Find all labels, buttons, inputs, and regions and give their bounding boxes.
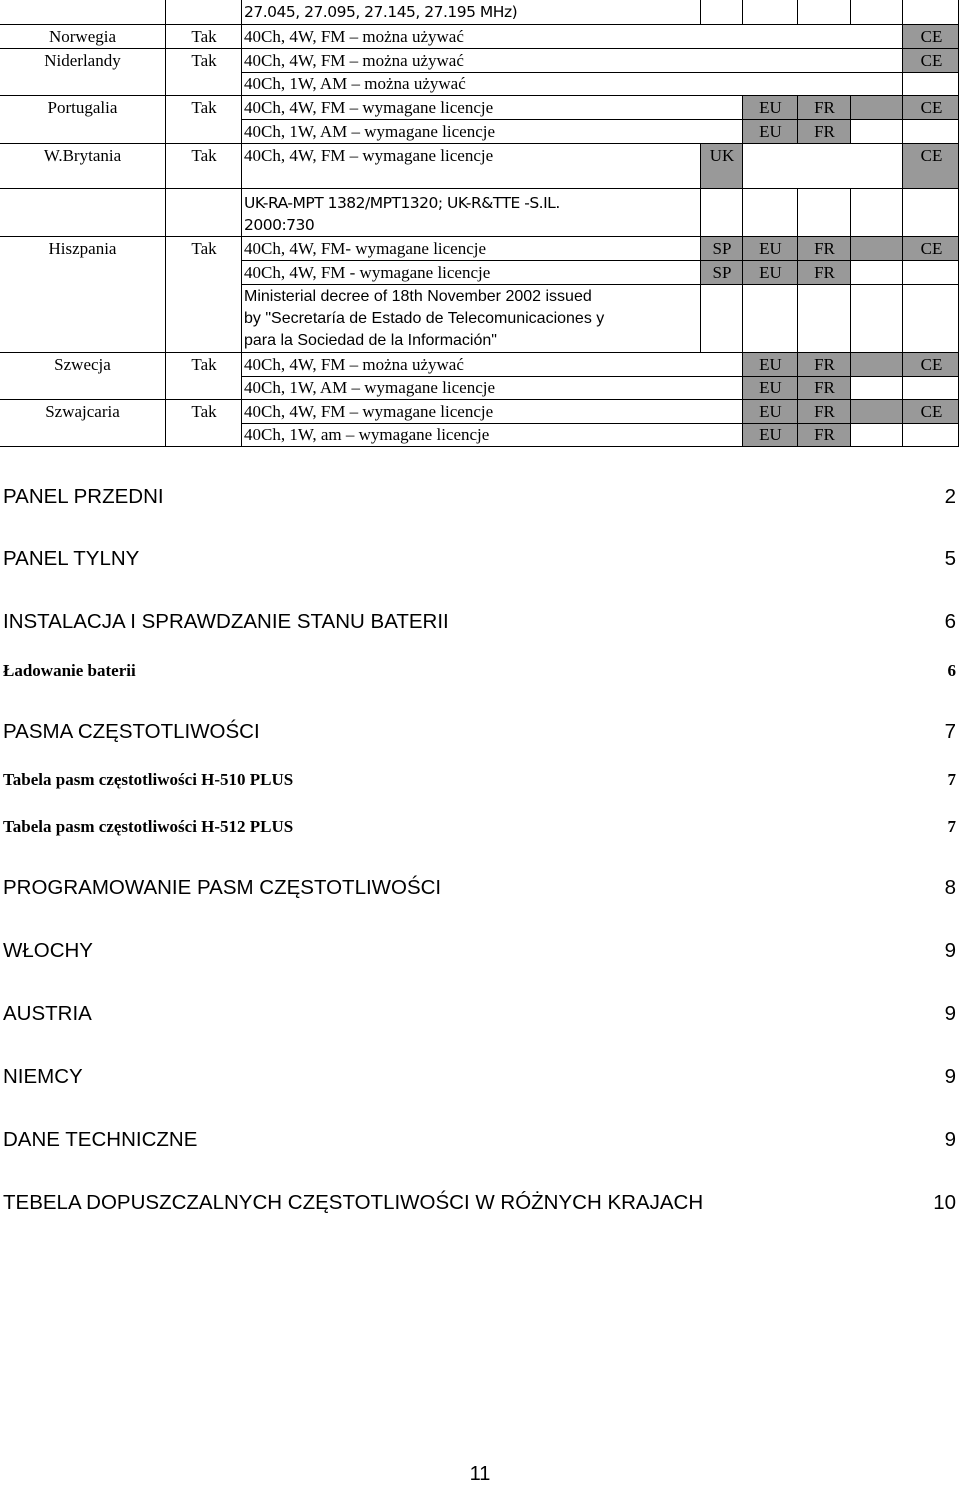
toc-entry-label: PROGRAMOWANIE PASM CZĘSTOTLIWOŚCI (3, 876, 442, 899)
allowed-cell: Tak (191, 239, 217, 258)
decree-line: para la Sociedad de la Información" (244, 332, 497, 349)
eu-mark: EU (759, 355, 782, 374)
table-row (0, 73, 960, 96)
table-row (0, 377, 960, 400)
table-row (0, 189, 960, 237)
toc-subentry[interactable] (3, 660, 956, 682)
table-row (0, 25, 960, 49)
spec-cell: 40Ch, 4W, FM – można używać (244, 355, 464, 374)
toc-entry[interactable] (3, 546, 956, 572)
eu-mark: EU (759, 263, 782, 282)
toc-entry-page: 8 (944, 876, 956, 899)
toc-entry-page: 9 (944, 1002, 956, 1025)
allowed-cell: Tak (191, 51, 217, 70)
toc-entry[interactable] (3, 875, 956, 901)
table-row (0, 285, 960, 353)
spec-cell: 40Ch, 4W, FM- wymagane licencje (244, 239, 487, 258)
eu-mark: EU (759, 402, 782, 421)
eu-mark: EU (759, 98, 782, 117)
fr-mark: FR (814, 122, 835, 141)
ce-mark: CE (920, 27, 943, 46)
table-row (0, 120, 960, 144)
table-row (0, 0, 960, 25)
toc-subentry[interactable] (3, 769, 956, 791)
fr-mark: FR (814, 425, 835, 444)
toc-entry-label: AUSTRIA (3, 1002, 92, 1025)
table-row (0, 237, 960, 261)
fr-mark: FR (814, 402, 835, 421)
uk-regulation-note: UK-RA-MPT 1382/MPT1320; UK-R&TTE -S.IL. (244, 194, 560, 212)
table-row (0, 49, 960, 73)
allowed-cell: Tak (191, 27, 217, 46)
spec-cell: 40Ch, 4W, FM – wymagane licencje (244, 402, 494, 421)
toc-subentry[interactable] (3, 816, 956, 838)
eu-mark: EU (759, 239, 782, 258)
toc-entry-label: Tabela pasm częstotliwości H-510 PLUS (3, 770, 294, 789)
toc-entry-label: PANEL PRZEDNI (3, 485, 164, 508)
toc-entry-page: 2 (944, 485, 956, 508)
allowed-cell: Tak (191, 355, 217, 374)
ce-mark: CE (920, 146, 943, 165)
table-row (0, 424, 960, 447)
country-cell: Hiszpania (48, 239, 117, 258)
toc-entry-page: 9 (944, 1128, 956, 1151)
spec-cell: 40Ch, 4W, FM – wymagane licencje (244, 146, 494, 165)
allowed-cell: Tak (191, 98, 217, 117)
uk-regulation-note-2: 2000:730 (244, 216, 315, 234)
spec-cell: 40Ch, 4W, FM – można używać (244, 51, 464, 70)
eu-mark: EU (759, 425, 782, 444)
page-number: 11 (469, 1463, 491, 1485)
table-row (0, 144, 960, 189)
toc-entry-page: 9 (944, 1065, 956, 1088)
fr-mark: FR (814, 98, 835, 117)
country-cell: Norwegia (48, 27, 117, 46)
toc-entry-label: INSTALACJA I SPRAWDZANIE STANU BATERII (3, 610, 449, 633)
toc-entry[interactable] (3, 1064, 956, 1090)
eu-mark: EU (759, 122, 782, 141)
toc-entry[interactable] (3, 1127, 956, 1153)
table-row (0, 261, 960, 285)
toc-entry-label: TEBELA DOPUSZCZALNYCH CZĘSTOTLIWOŚCI W RÓŻNYCH KRAJACH (3, 1191, 704, 1214)
toc-entry-page: 7 (947, 770, 956, 789)
country-cell: Szwajcaria (45, 402, 120, 421)
spec-cell: 40Ch, 4W, FM - wymagane licencje (244, 263, 491, 282)
spec-cell: 40Ch, 1W, am – wymagane licencje (244, 425, 490, 444)
uk-mark: UK (709, 146, 735, 165)
spec-cell: 40Ch, 4W, FM – można używać (244, 27, 464, 46)
toc-entry-page: 9 (944, 939, 956, 962)
fr-mark: FR (814, 355, 835, 374)
fr-mark: FR (814, 378, 835, 397)
toc-entry-label: DANE TECHNICZNE (3, 1128, 198, 1151)
toc-entry-page: 6 (944, 610, 956, 633)
toc-entry[interactable] (3, 484, 956, 510)
allowed-cell: Tak (191, 402, 217, 421)
country-cell: Niderlandy (44, 51, 121, 70)
spec-cell: 40Ch, 1W, AM – można używać (244, 74, 466, 93)
toc-entry-label: PASMA CZĘSTOTLIWOŚCI (3, 720, 260, 743)
decree-line: by "Secretaría de Estado de Telecomunicaciones y (244, 310, 605, 327)
ce-mark: CE (920, 51, 943, 70)
allowed-cell: Tak (191, 146, 217, 165)
fr-mark: FR (814, 239, 835, 258)
toc-entry[interactable] (3, 609, 956, 635)
toc-entry-page: 7 (944, 720, 956, 743)
country-cell: Portugalia (47, 98, 118, 117)
toc-entry-label: Ładowanie baterii (3, 661, 136, 680)
table-row (0, 400, 960, 424)
toc-entry-page: 7 (947, 817, 956, 836)
toc-entry-page: 10 (933, 1191, 956, 1214)
toc-entry-label: WŁOCHY (3, 939, 93, 962)
sp-mark: SP (712, 239, 732, 258)
decree-line: Ministerial decree of 18th November 2002 issued (244, 288, 592, 305)
spec-cell: 40Ch, 1W, AM – wymagane licencje (244, 122, 496, 141)
ce-mark: CE (920, 402, 943, 421)
toc-entry-page: 6 (947, 661, 956, 680)
fr-mark: FR (814, 263, 835, 282)
ce-mark: CE (920, 355, 943, 374)
sp-mark: SP (712, 263, 732, 282)
toc-entry[interactable] (3, 719, 956, 745)
toc-entry-page: 5 (944, 547, 956, 570)
eu-mark: EU (759, 378, 782, 397)
toc-entry[interactable] (3, 938, 956, 964)
toc-entry-label: NIEMCY (3, 1065, 83, 1088)
toc-entry[interactable] (3, 1190, 956, 1216)
freq-note: 27.045, 27.095, 27.145, 27.195 MHz) (244, 3, 518, 21)
ce-mark: CE (920, 98, 943, 117)
table-row (0, 96, 960, 120)
spec-cell: 40Ch, 1W, AM – wymagane licencje (244, 378, 496, 397)
ce-mark: CE (920, 239, 943, 258)
toc-entry-label: PANEL TYLNY (3, 547, 140, 570)
table-row (0, 353, 960, 377)
toc-entry-label: Tabela pasm częstotliwości H-512 PLUS (3, 817, 294, 836)
toc-entry[interactable] (3, 1001, 956, 1027)
spec-cell: 40Ch, 4W, FM – wymagane licencje (244, 98, 494, 117)
country-cell: W.Brytania (43, 146, 122, 165)
country-cell: Szwecja (54, 355, 111, 374)
